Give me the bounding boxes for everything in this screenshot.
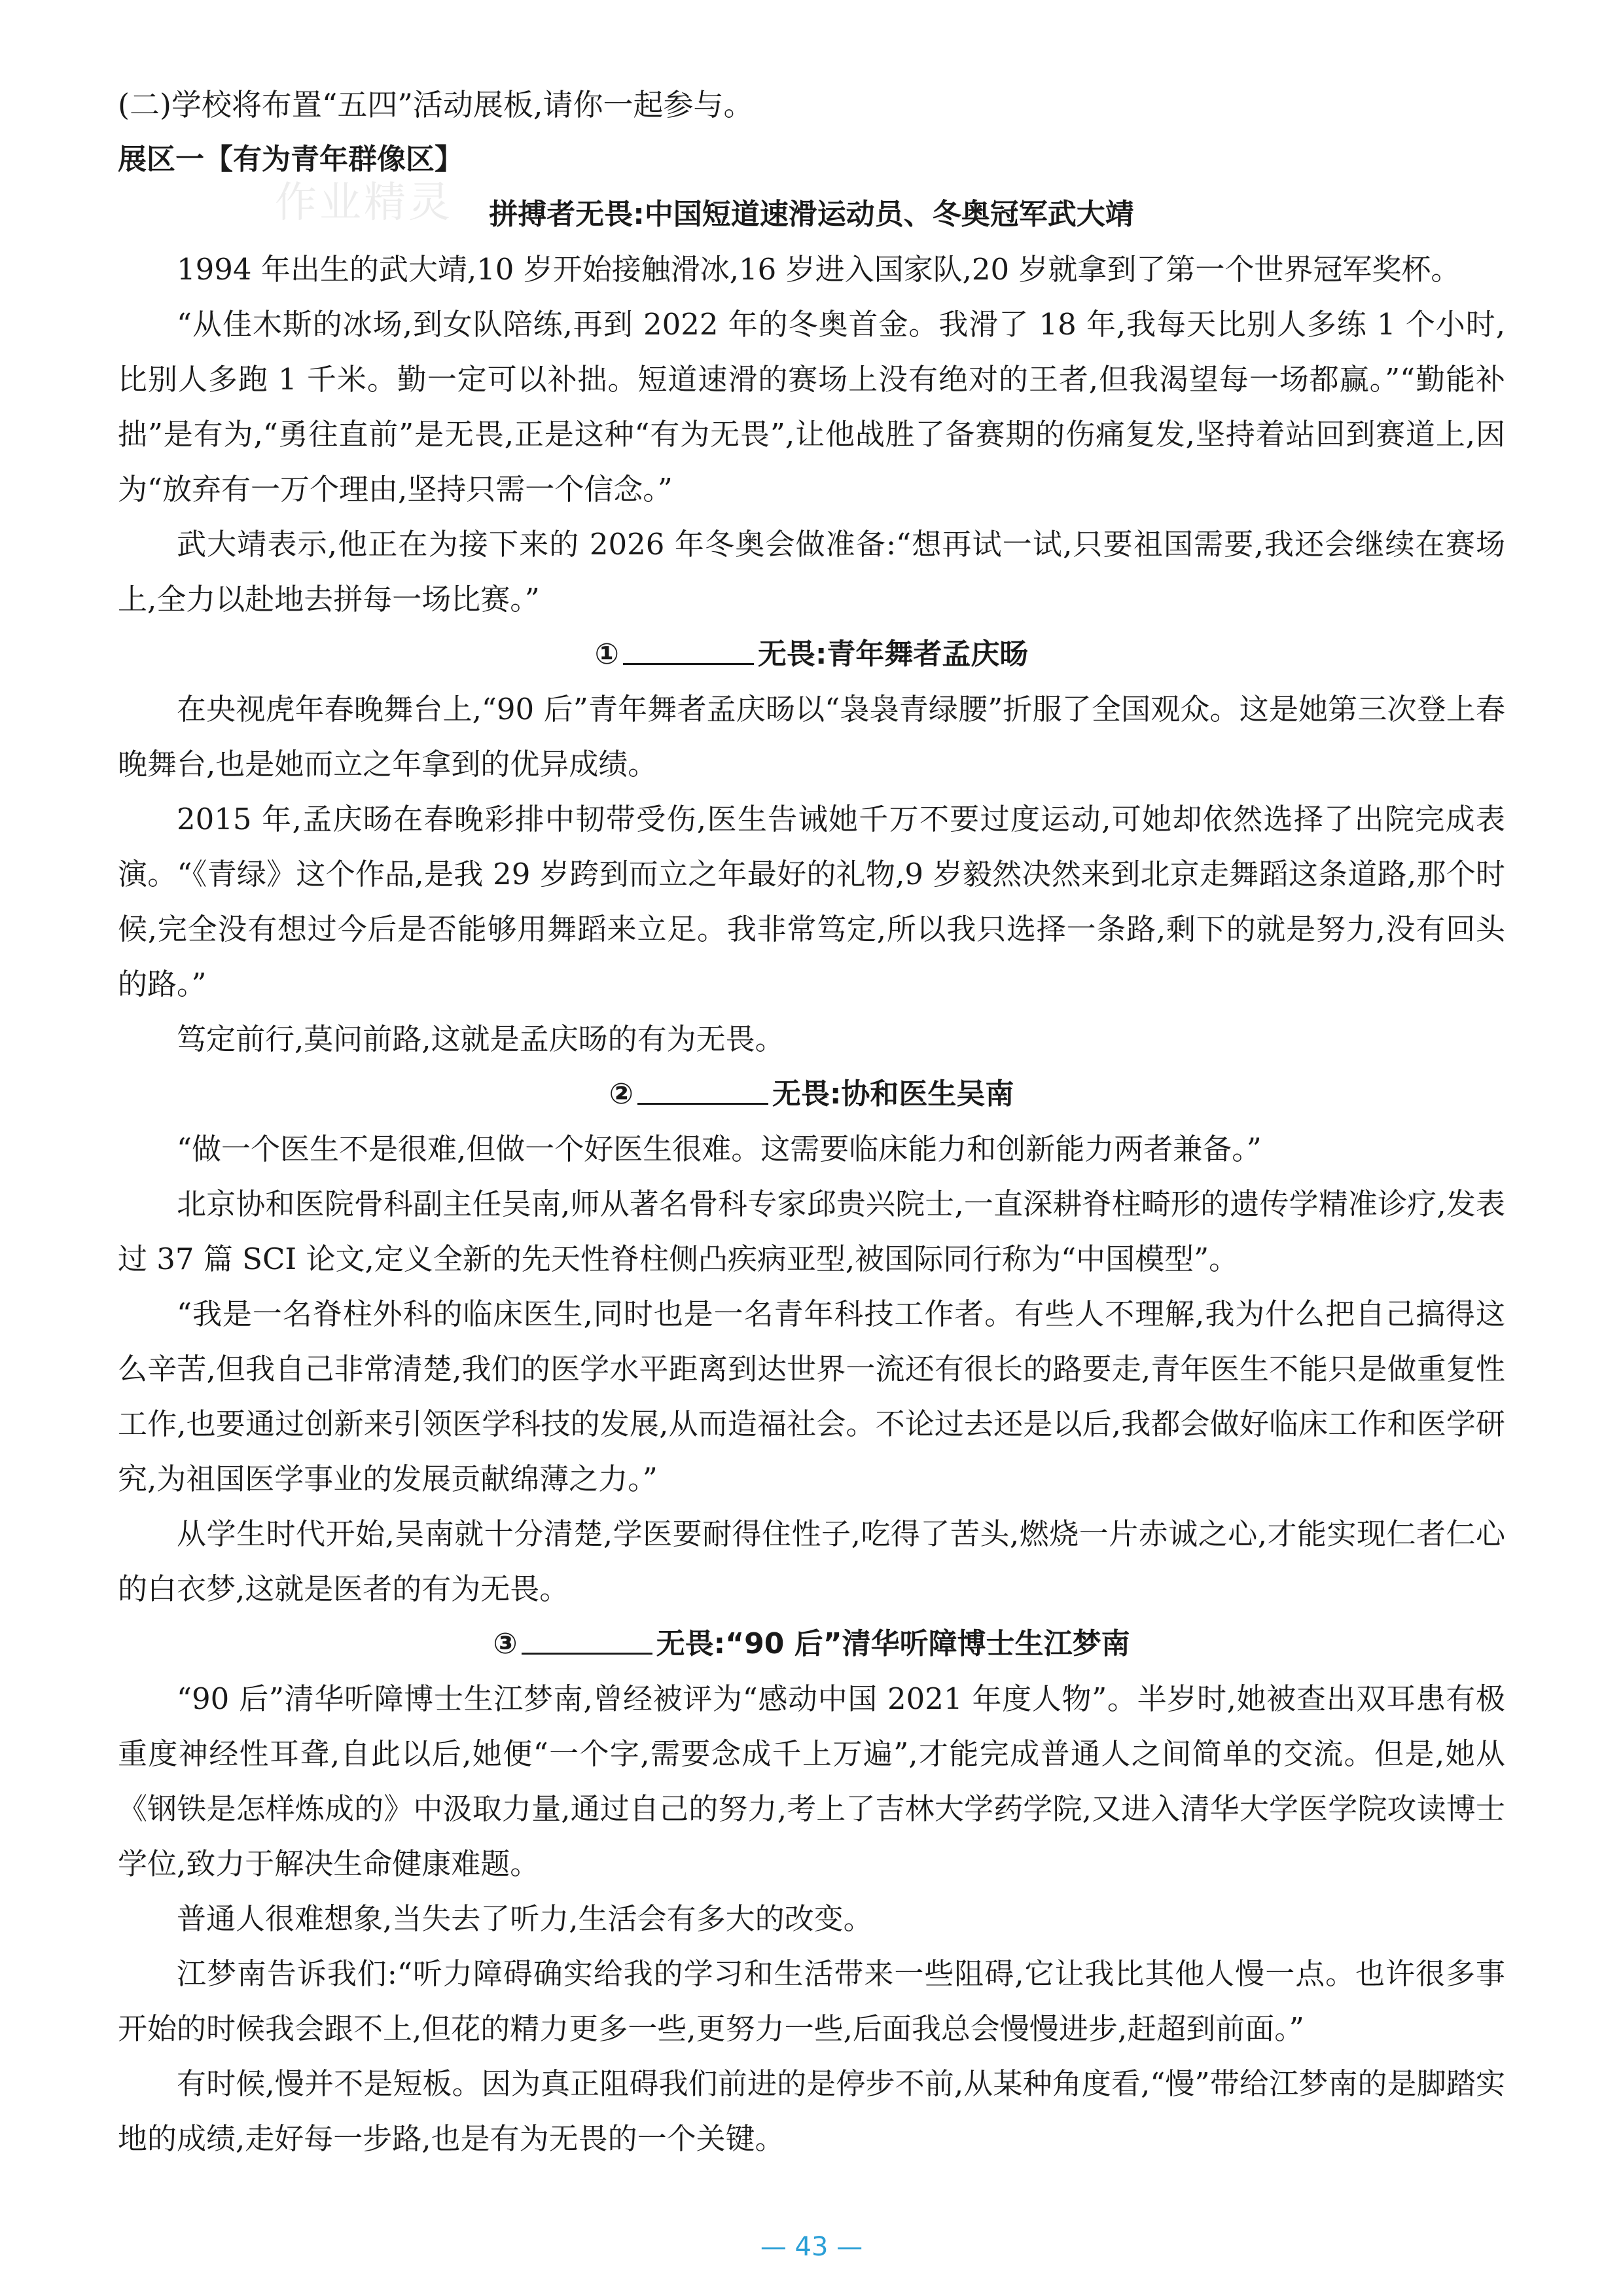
block-title: [118, 187, 1505, 242]
paragraph: “我是一名脊柱外科的临床医生,同时也是一名青年科技工作者。有些人不理解,我为什么把自己搞得这么辛苦,但我自己非常清楚,我们的医学水平距离到达世界一流还有很长的路要走,青年医生不能只是做重复性工作,也要通过创新来引领医学科技的发展,从而造福社会。不论过去还是以后,我都会做好临床工作和医学研究,为祖国医学事业的发展贡献绵薄之力。”: [118, 1297, 1505, 1496]
block-title: [118, 1617, 1505, 1672]
block-number: ③: [493, 1627, 518, 1660]
answer-blank[interactable]: [522, 1626, 652, 1655]
intro-text: (二)学校将布置“五四”活动展板,请你一起参与。: [118, 87, 754, 122]
paragraph: 北京协和医院骨科副主任吴南,师从著名骨科专家邱贵兴院士,一直深耕脊柱畸形的遗传学精准诊疗,发表过 37 篇 SCI 论文,定义全新的先天性脊柱侧凸疾病亚型,被国际同行称为“中国模型”。: [118, 1187, 1505, 1276]
paragraph: 1994 年出生的武大靖,10 岁开始接触滑冰,16 岁进入国家队,20 岁就拿到了第一个世界冠军奖杯。: [177, 252, 1461, 287]
answer-blank[interactable]: [623, 637, 754, 665]
paragraph: 普通人很难想象,当失去了听力,生活会有多大的改变。: [177, 1901, 873, 1936]
paragraph: 武大靖表示,他正在为接下来的 2026 年冬奥会做准备:“想再试一试,只要祖国需要,我还会继续在赛场上,全力以赴地去拼每一场比赛。”: [118, 527, 1505, 617]
block-title-text: 无畏:协和医生吴南: [772, 1077, 1014, 1111]
block-title: [118, 1067, 1505, 1122]
answer-blank[interactable]: [637, 1077, 768, 1105]
page-content: [118, 77, 1505, 2166]
paragraph: 在央视虎年春晚舞台上,“90 后”青年舞者孟庆旸以“袅袅青绿腰”折服了全国观众。这是她第三次登上春晚舞台,也是她而立之年拿到的优异成绩。: [118, 692, 1505, 781]
paragraph: “90 后”清华听障博士生江梦南,曾经被评为“感动中国 2021 年度人物”。半岁时,她被查出双耳患有极重度神经性耳聋,自此以后,她便“一个字,需要念成千上万遍”,才能完成普通人之间简单的交流。但是,她从《钢铁是怎样炼成的》中汲取力量,通过自己的努力,考上了吉林大学药学院,又进入清华大学医学院攻读博士学位,致力于解决生命健康难题。: [118, 1681, 1505, 1881]
block-title-text: 无畏:“90 后”清华听障博士生江梦南: [656, 1627, 1130, 1660]
paragraph: “做一个医生不是很难,但做一个好医生很难。这需要临床能力和创新能力两者兼备。”: [177, 1132, 1262, 1166]
block-number: ②: [609, 1077, 633, 1111]
paragraph: 江梦南告诉我们:“听力障碍确实给我的学习和生活带来一些阻碍,它让我比其他人慢一点。也许很多事开始的时候我会跟不上,但花的精力更多一些,更努力一些,后面我总会慢慢进步,赶超到前面。”: [118, 1956, 1505, 2046]
page-number: — 43 —: [760, 2232, 863, 2262]
paragraph: 笃定前行,莫问前路,这就是孟庆旸的有为无畏。: [177, 1022, 785, 1056]
block-number: ①: [594, 637, 619, 671]
paragraph: 从学生时代开始,吴南就十分清楚,学医要耐得住性子,吃得了苦头,燃烧一片赤诚之心,才能实现仁者仁心的白衣梦,这就是医者的有为无畏。: [118, 1516, 1505, 1606]
block-title-text: 拼搏者无畏:中国短道速滑运动员、冬奥冠军武大靖: [489, 198, 1134, 231]
paragraph: “从佳木斯的冰场,到女队陪练,再到 2022 年的冬奥首金。我滑了 18 年,我每天比别人多练 1 个小时,比别人多跑 1 千米。勤一定可以补拙。短道速滑的赛场上没有绝对的王者,但我渴望每一场都赢。”“勤能补拙”是有为,“勇往直前”是无畏,正是这种“有为无畏”,让他战胜了备赛期的伤痛复发,坚持着站回到赛道上,因为“放弃有一万个理由,坚持只需一个信念。”: [118, 307, 1505, 507]
section-label: 展区一【有为青年群像区】: [118, 143, 463, 176]
paragraph: 有时候,慢并不是短板。因为真正阻碍我们前进的是停步不前,从某种角度看,“慢”带给江梦南的是脚踏实地的成绩,走好每一步路,也是有为无畏的一个关键。: [118, 2066, 1505, 2156]
paragraph: 2015 年,孟庆旸在春晚彩排中韧带受伤,医生告诫她千万不要过度运动,可她却依然选择了出院完成表演。“《青绿》这个作品,是我 29 岁跨到而立之年最好的礼物,9 岁毅然决然来到北京走舞蹈这条道路,那个时候,完全没有想过今后是否能够用舞蹈来立足。我非常笃定,所以我只选择一条路,剩下的就是努力,没有回头的路。”: [118, 802, 1505, 1001]
block-title-text: 无畏:青年舞者孟庆旸: [757, 637, 1029, 671]
watermark: 作业精灵: [275, 179, 453, 227]
block-title: [118, 627, 1505, 682]
